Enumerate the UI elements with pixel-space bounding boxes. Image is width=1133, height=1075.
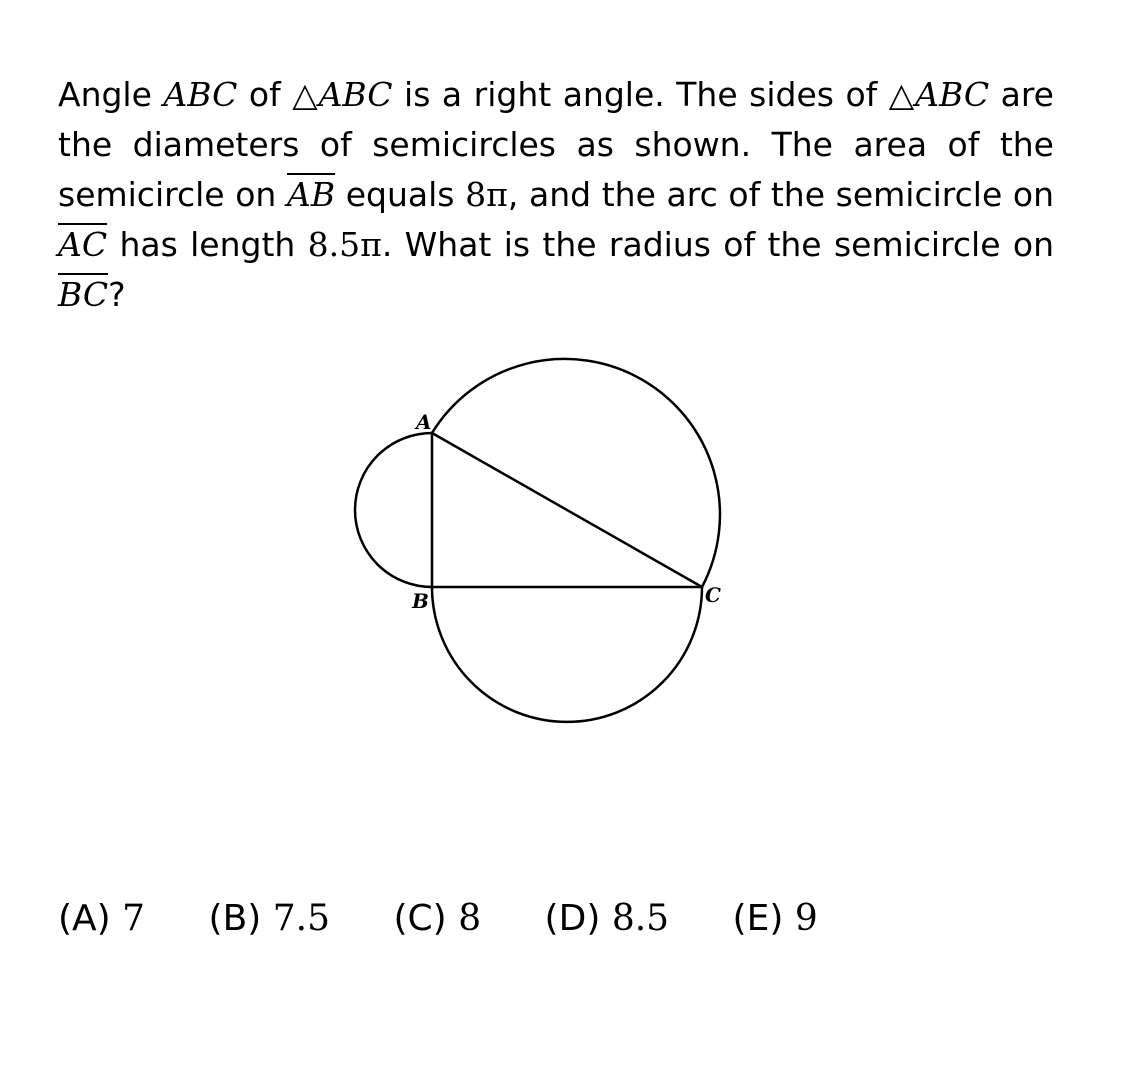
math-triangle-abc: △ABC [888,75,990,114]
choice-value: 8.5 [611,898,670,939]
problem-text: ? [108,275,126,314]
math-area-value: 8π [465,175,508,214]
math-angle-abc: ABC [163,75,238,114]
choice-value: 9 [794,898,818,939]
problem-text: Angle [58,75,164,114]
answer-choices [58,898,870,939]
choice-letter: (D) [544,898,601,939]
vertex-label-b: B [412,589,429,613]
problem-text: is a right angle. The sides of [392,75,889,114]
choice-letter: (B) [208,898,262,939]
semicircle-ab [355,433,432,587]
math-triangle-abc: △ABC [292,75,393,114]
choice-c [394,898,482,939]
choice-d [545,898,670,939]
math-arc-value: 8.5π [307,225,382,264]
math-segment-ab: $\overline{AB}$ [287,175,336,214]
choice-value: 7.5 [272,898,331,939]
side-ac [432,433,702,587]
semicircle-ac [432,359,720,587]
math-segment-bc: $\overline{BC}$ [58,275,109,314]
choice-value: 8 [458,898,482,939]
math-segment-ac: $\overline{AC}$ [58,225,108,264]
choice-a [58,898,145,939]
choice-value: 7 [122,898,146,939]
semicircle-bc [432,587,702,722]
problem-text: . What is the radius of the semicircle on [381,225,1054,264]
problem-text: are the diameters of semicircles as shown. The area of the semicircle on [58,75,1054,214]
problem-text: , and the arc of the semicircle on [507,175,1055,214]
problem-text: has length [107,225,308,264]
choice-letter: (C) [393,898,447,939]
choice-letter: (A) [58,898,111,939]
problem-text: of [237,75,293,114]
choice-e [733,898,818,939]
problem-text: equals [335,175,466,214]
vertex-label-c: C [705,583,721,607]
vertex-label-a: A [416,410,432,434]
choice-b [209,898,331,939]
choice-letter: (E) [732,898,784,939]
